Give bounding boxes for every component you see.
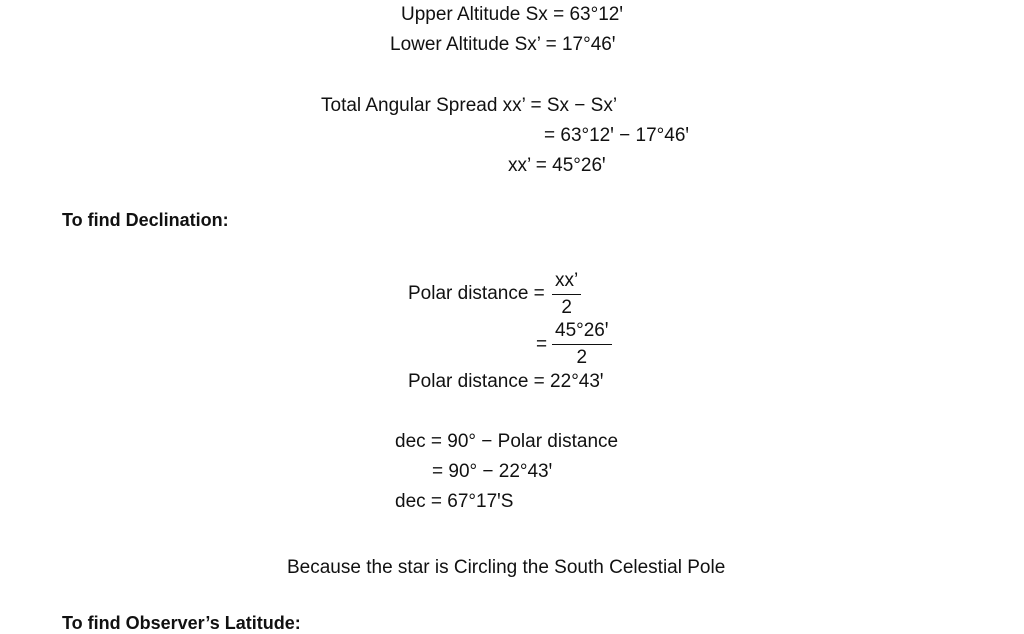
polar-distance-label: Polar distance = [408, 283, 545, 304]
polar-fraction-2-numerator: 45°26ꞌ [552, 320, 612, 345]
polar-fraction-2-denominator: 2 [576, 347, 588, 368]
total-spread-formula: Total Angular Spread xx’ = Sx − Sx’ [321, 95, 618, 116]
dec-step: = 90° − 22°43ꞌ [432, 461, 553, 482]
declination-heading: To find Declination: [62, 210, 229, 230]
polar-distance-result: Polar distance = 22°43ꞌ [408, 371, 604, 392]
total-spread-step: = 63°12ꞌ − 17°46ꞌ [544, 125, 690, 146]
south-pole-note: Because the star is Circling the South Celestial Pole [287, 557, 726, 578]
polar-fraction-1-denominator: 2 [561, 297, 572, 318]
latitude-heading: To find Observer’s Latitude: [62, 613, 301, 633]
polar-fraction-1-numerator: xx’ [552, 270, 581, 295]
polar-fraction-2 [552, 320, 612, 369]
lower-altitude-line: Lower Altitude Sx’ = 17°46ꞌ [390, 34, 616, 55]
total-spread-result: xx’ = 45°26ꞌ [508, 155, 606, 176]
dec-formula: dec = 90° − Polar distance [395, 431, 619, 452]
dec-result: dec = 67°17ꞌS [395, 491, 514, 512]
upper-altitude-line: Upper Altitude Sx = 63°12ꞌ [401, 4, 623, 25]
polar-distance-equals: = [536, 334, 548, 355]
polar-fraction-1 [552, 270, 581, 319]
